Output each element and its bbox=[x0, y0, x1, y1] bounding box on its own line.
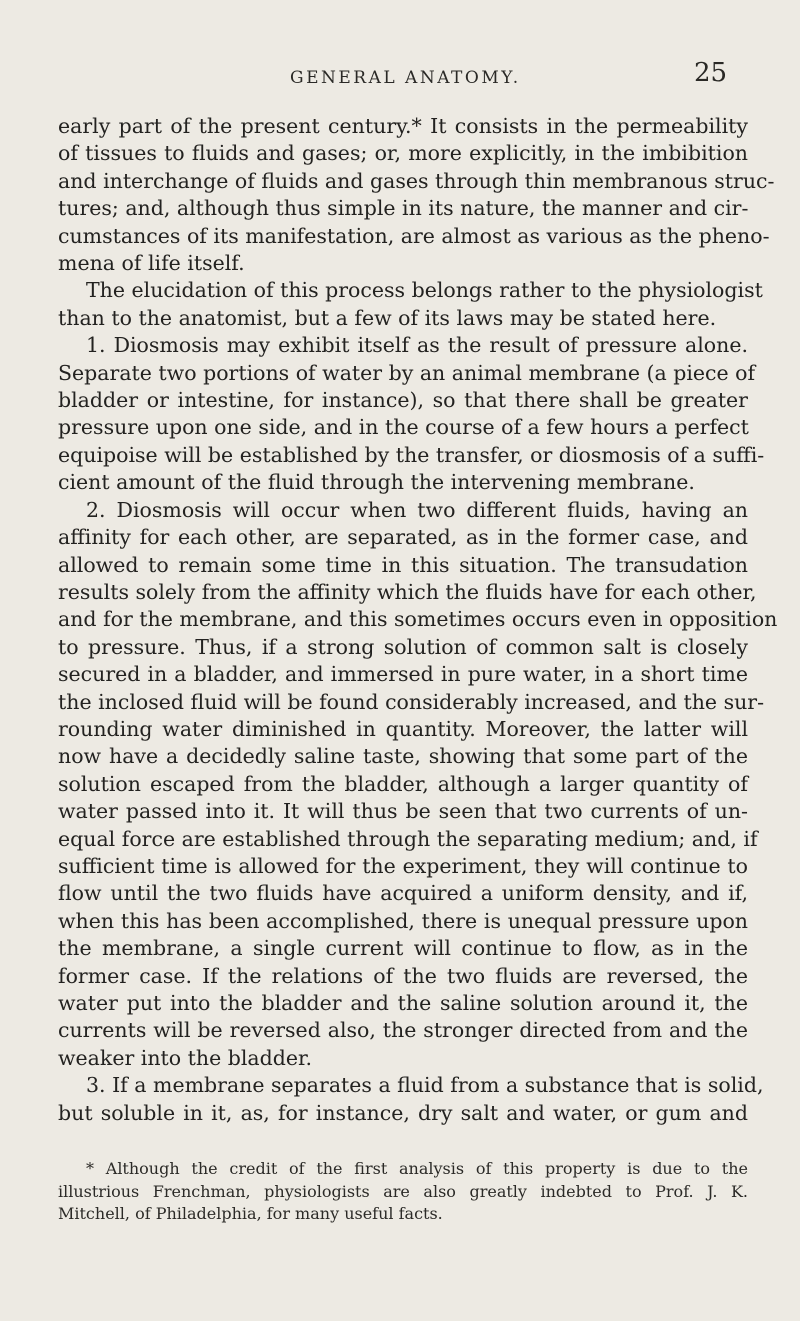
text-line: when this has been accomplished, there is unequal pressure upon bbox=[58, 908, 748, 933]
footnote-line: illustrious Frenchman, physiologists are also greatly indebted to Prof. J. K. bbox=[58, 1181, 748, 1201]
text-line: of tissues to fluids and gases; or, more explicitly, in the imbibition bbox=[58, 141, 748, 166]
footnote-line: Mitchell, of Philadelphia, for many useful facts. bbox=[58, 1204, 443, 1223]
footnote bbox=[58, 1158, 748, 1226]
text-line: secured in a bladder, and immersed in pure water, in a short time bbox=[58, 662, 748, 687]
text-line: allowed to remain some time in this situation. The transudation bbox=[58, 552, 748, 577]
text-line: tures; and, although thus simple in its nature, the manner and cir- bbox=[58, 196, 749, 221]
text-line: results solely from the affinity which the fluids have for each other, bbox=[58, 579, 757, 604]
text-line: than to the anatomist, but a few of its laws may be stated here. bbox=[58, 305, 717, 330]
running-title: GENERAL ANATOMY. bbox=[290, 68, 521, 88]
text-line: rounding water diminished in quantity. Moreover, the latter will bbox=[58, 716, 748, 741]
text-line: currents will be reversed also, the stronger directed from and the bbox=[58, 1018, 748, 1043]
text-line: equipoise will be established by the transfer, or diosmosis of a suffi- bbox=[58, 442, 765, 467]
running-head bbox=[0, 58, 800, 98]
text-line: equal force are established through the separating medium; and, if bbox=[58, 826, 758, 851]
text-line: 1. Diosmosis may exhibit itself as the result of pressure alone. bbox=[86, 333, 748, 358]
text-line: cient amount of the fluid through the intervening membrane. bbox=[58, 470, 695, 495]
text-line: weaker into the bladder. bbox=[58, 1045, 313, 1070]
text-line: and interchange of fluids and gases through thin membranous struc- bbox=[58, 168, 775, 193]
text-line: mena of life itself. bbox=[58, 251, 245, 276]
text-line: former case. If the relations of the two fluids are reversed, the bbox=[58, 963, 748, 988]
text-line: and for the membrane, and this sometimes occurs even in opposition bbox=[58, 607, 778, 632]
text-line: 2. Diosmosis will occur when two different fluids, having an bbox=[86, 497, 748, 522]
text-line: the inclosed fluid will be found considerably increased, and the sur- bbox=[58, 689, 765, 714]
text-line: early part of the present century.* It consists in the permeability bbox=[58, 114, 748, 138]
text-line: the membrane, a single current will continue to flow, as in the bbox=[58, 936, 748, 961]
text-line: affinity for each other, are separated, as in the former case, and bbox=[58, 525, 748, 550]
text-line: sufficient time is allowed for the experiment, they will continue to bbox=[58, 853, 748, 878]
body-text bbox=[58, 113, 778, 1127]
text-line: but soluble in it, as, for instance, dry salt and water, or gum and bbox=[58, 1100, 748, 1125]
text-line: to pressure. Thus, if a strong solution of common salt is closely bbox=[58, 634, 748, 659]
text-line: water put into the bladder and the saline solution around it, the bbox=[58, 991, 748, 1015]
text-line: 3. If a membrane separates a fluid from a substance that is solid, bbox=[86, 1073, 764, 1098]
text-line: flow until the two fluids have acquired a uniform density, and if, bbox=[58, 881, 748, 906]
text-line: water passed into it. It will thus be seen that two currents of un- bbox=[58, 799, 748, 824]
text-line: solution escaped from the bladder, although a larger quantity of bbox=[58, 771, 748, 796]
text-line: The elucidation of this process belongs rather to the physiologist bbox=[86, 278, 763, 303]
text-line: cumstances of its manifestation, are almost as various as the pheno- bbox=[58, 223, 770, 248]
page-number: 25 bbox=[694, 58, 728, 88]
text-line: pressure upon one side, and in the course of a few hours a perfect bbox=[58, 415, 749, 440]
text-line: bladder or intestine, for instance), so that there shall be greater bbox=[58, 388, 748, 413]
text-line: now have a decidedly saline taste, showing that some part of the bbox=[58, 744, 748, 769]
footnote-line: * Although the credit of the first analysis of this property is due to the bbox=[86, 1159, 748, 1178]
text-line: Separate two portions of water by an animal membrane (a piece of bbox=[58, 360, 756, 385]
